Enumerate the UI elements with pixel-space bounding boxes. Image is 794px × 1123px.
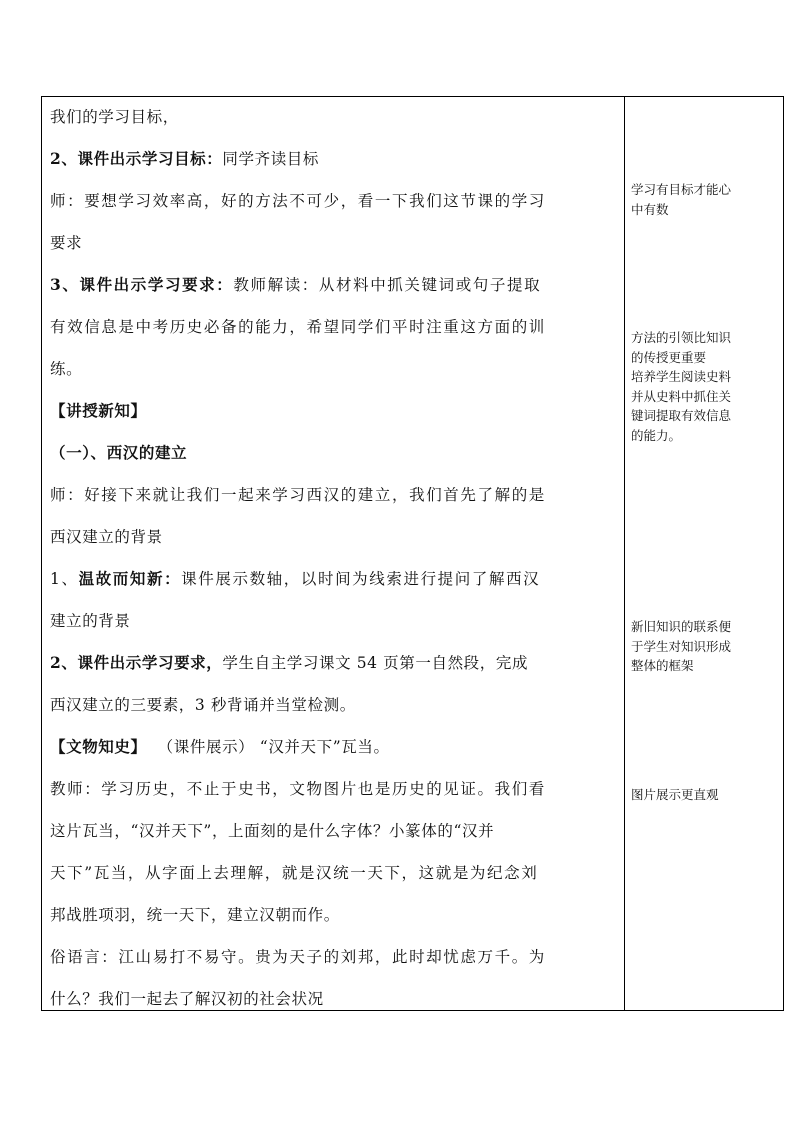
text-line: 天下”瓦当，从字面上去理解，就是汉统一天下，这就是为纪念刘 bbox=[50, 864, 539, 882]
text-line: 俗语言：江山易打不易守。贵为天子的刘邦，此时却忧虑万千。为 bbox=[50, 948, 546, 966]
text-line: 这片瓦当，“汉并天下”，上面刻的是什么字体？小篆体的“汉并 bbox=[50, 822, 495, 840]
text-line: 西汉建立的三要素，3 秒背诵并当堂检测。 bbox=[50, 696, 356, 714]
text-line: 师：要想学习效率高，好的方法不可少，看一下我们这节课的学习 bbox=[50, 192, 546, 210]
text-line: 有效信息是中考历史必备的能力，希望同学们平时注重这方面的训 bbox=[50, 318, 546, 336]
design-note bbox=[631, 617, 781, 676]
text-line: 练。 bbox=[50, 360, 83, 378]
step-heading: 2、课件出示学习目标： bbox=[50, 149, 223, 168]
step-heading: 2、课件出示学习要求， bbox=[50, 653, 223, 672]
step-heading: 温故而知新： bbox=[78, 569, 182, 588]
note-line: 整体的框架 bbox=[631, 658, 694, 673]
design-note bbox=[631, 180, 781, 219]
lesson-content-column bbox=[42, 97, 624, 1010]
text-line bbox=[50, 559, 540, 599]
text-line: 要求 bbox=[50, 234, 83, 252]
note-line: 图片展示更直观 bbox=[631, 787, 719, 802]
step-text: （课件展示） “汉并天下”瓦当。 bbox=[157, 738, 390, 756]
note-line: 新旧知识的联系便 bbox=[631, 619, 732, 634]
text-line bbox=[50, 139, 319, 179]
note-line: 的能力。 bbox=[631, 427, 682, 443]
text-line bbox=[50, 265, 541, 305]
section-heading: 【讲授新知】 bbox=[50, 401, 147, 420]
note-line: 的传授更重要 bbox=[631, 349, 707, 365]
section-heading: 【文物知史】 bbox=[50, 737, 147, 756]
text-line bbox=[50, 727, 390, 767]
note-line: 学习有目标才能心 bbox=[631, 182, 732, 197]
step-text: 学生自主学习课文 54 页第一自然段，完成 bbox=[222, 654, 529, 672]
step-heading: 3、课件出示学习要求： bbox=[50, 275, 234, 294]
text-line bbox=[50, 643, 528, 683]
text-line: 教师：学习历史，不止于史书，文物图片也是历史的见证。我们看 bbox=[50, 780, 546, 798]
step-text: 课件展示数轴，以时间为线索进行提问了解西汉 bbox=[181, 570, 541, 588]
step-text: 教师解读：从材料中抓关键词或句子提取 bbox=[233, 276, 542, 294]
note-line: 中有数 bbox=[631, 201, 669, 217]
note-line: 培养学生阅读史料 bbox=[631, 369, 732, 384]
note-line: 方法的引领比知识 bbox=[631, 330, 732, 345]
text-line: 建立的背景 bbox=[50, 612, 131, 630]
step-text: 同学齐读目标 bbox=[222, 150, 319, 168]
text-line: 西汉建立的背景 bbox=[50, 528, 163, 546]
design-note bbox=[631, 328, 781, 445]
text-line: 什么？我们一起去了解汉初的社会状况 bbox=[50, 990, 324, 1008]
text-line: 我们的学习目标， bbox=[50, 108, 179, 126]
note-line: 并从史料中抓住关 bbox=[631, 388, 732, 404]
design-note bbox=[631, 785, 781, 805]
subsection-heading: （一）、西汉的建立 bbox=[50, 443, 188, 462]
note-line: 于学生对知识形成 bbox=[631, 638, 732, 654]
text-line: 邦战胜项羽，统一天下，建立汉朝而作。 bbox=[50, 906, 340, 924]
design-notes-column bbox=[625, 97, 783, 1010]
step-number: 1、 bbox=[50, 570, 79, 588]
lesson-table bbox=[41, 96, 784, 1011]
note-line: 键词提取有效信息 bbox=[631, 408, 732, 423]
text-line: 师：好接下来就让我们一起来学习西汉的建立，我们首先了解的是 bbox=[50, 486, 546, 504]
